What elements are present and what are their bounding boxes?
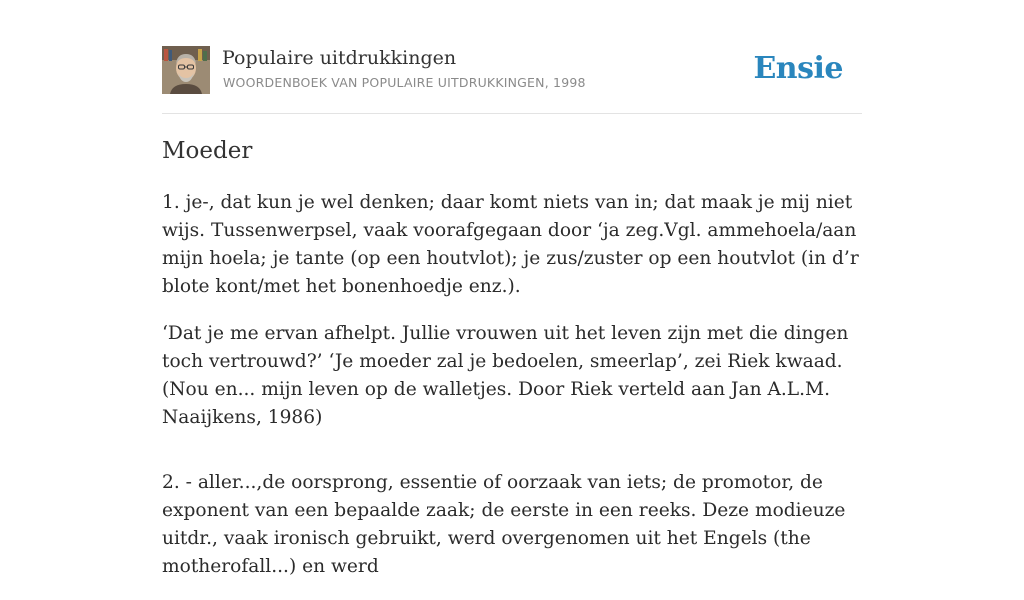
definition-paragraph: 1. je-, dat kun je wel denken; daar komt niets van in; dat maak je mij niet wijs. Tussenwerpsel, vaak voorafgegaan door ‘ja zeg.Vgl. ammehoela/aan mijn hoela; je tante (op een houtvlot); je zus/zuster op een houtvlot (in d’r blote kont/met het bonenhoedje enz.). — [162, 192, 859, 297]
entry-body — [162, 189, 862, 600]
definition-paragraph: 2. - aller...,de oorsprong, essentie of oorzaak van iets; de promotor, de exponent van een bepaalde zaak; de eerste in een reeks. Deze modieuze uitdr., vaak ironisch gebruikt, werd overgenomen uit het Engels (the motherofall...) en werd — [162, 472, 846, 577]
entry-card — [162, 46, 862, 577]
avatar[interactable] — [162, 46, 210, 94]
citation-paragraph: ‘Dat je me ervan afhelpt. Jullie vrouwen uit het leven zijn met die dingen toch vertrouwd?’ ‘Je moeder zal je bedoelen, smeerlap’, zei Riek kwaad. (Nou en... mijn leven op de walletjes. Door Riek verteld aan Jan A.L.M. Naaijkens, 1986) — [162, 323, 849, 428]
entry-title: Moeder — [162, 138, 253, 164]
header-divider — [162, 113, 862, 114]
source-header — [162, 46, 862, 96]
source-subtitle: WOORDENBOEK VAN POPULAIRE UITDRUKKINGEN, 1998 — [223, 75, 586, 90]
brand-logo[interactable]: Ensie — [753, 51, 843, 86]
author-portrait-icon — [162, 46, 210, 94]
source-title[interactable]: Populaire uitdrukkingen — [222, 47, 457, 69]
